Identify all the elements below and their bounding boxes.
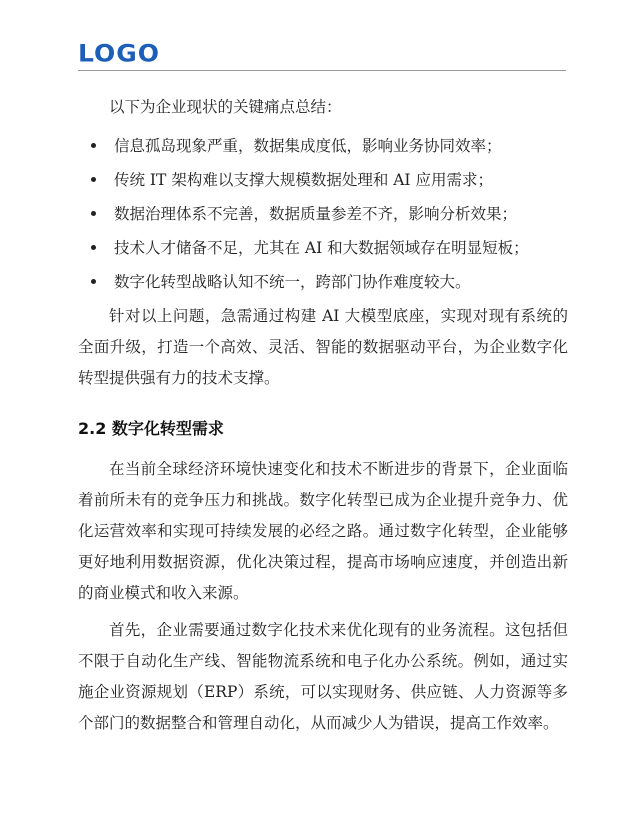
body-paragraph: 在当前全球经济环境快速变化和技术不断进步的背景下，企业面临着前所未有的竞争压力和挑战。数字化转型已成为企业提升竞争力、优化运营效率和实现可持续发展的必经之路。通过数字化转型，企业能够更好地利用数据资源，优化决策过程，提高市场响应速度，并创造出新的商业模式和收入来源。 (78, 460, 568, 602)
body-paragraph: 首先，企业需要通过数字化技术来优化现有的业务流程。这包括但不限于自动化生产线、智能物流系统和电子化办公系统。例如，通过实施企业资源规划（ERP）系统，可以实现财务、供应链、人力资源等多个部门的数据整合和管理自动化，从而减少人为错误，提高工作效率。 (78, 621, 568, 732)
document-body (78, 92, 568, 739)
list-item (78, 231, 568, 265)
bullet-icon (91, 143, 96, 148)
intro-paragraph: 以下为企业现状的关键痛点总结： (109, 98, 342, 116)
list-item (78, 129, 568, 163)
list-item-text: 数字化转型战略认知不统一，跨部门协作难度较大。 (114, 273, 471, 291)
pain-points-list (78, 129, 568, 299)
page-header (78, 36, 566, 71)
list-item-text: 技术人才储备不足，尤其在 AI 和大数据领域存在明显短板； (114, 239, 529, 257)
section-heading: 2.2 数字化转型需求 (78, 419, 224, 438)
bullet-icon (91, 245, 96, 250)
list-item-text: 信息孤岛现象严重，数据集成度低，影响业务协同效率； (114, 137, 502, 155)
logo: LOGO (78, 39, 161, 68)
list-item (78, 265, 568, 299)
bullet-icon (91, 279, 96, 284)
list-item (78, 197, 568, 231)
list-item (78, 163, 568, 197)
bullet-icon (91, 177, 96, 182)
list-item-text: 传统 IT 架构难以支撑大规模数据处理和 AI 应用需求； (114, 171, 493, 189)
summary-paragraph: 针对以上问题，急需通过构建 AI 大模型底座，实现对现有系统的全面升级，打造一个高效、灵活、智能的数据驱动平台，为企业数字化转型提供强有力的技术支撑。 (78, 307, 568, 387)
list-item-text: 数据治理体系不完善，数据质量参差不齐，影响分析效果； (114, 205, 518, 223)
bullet-icon (91, 211, 96, 216)
